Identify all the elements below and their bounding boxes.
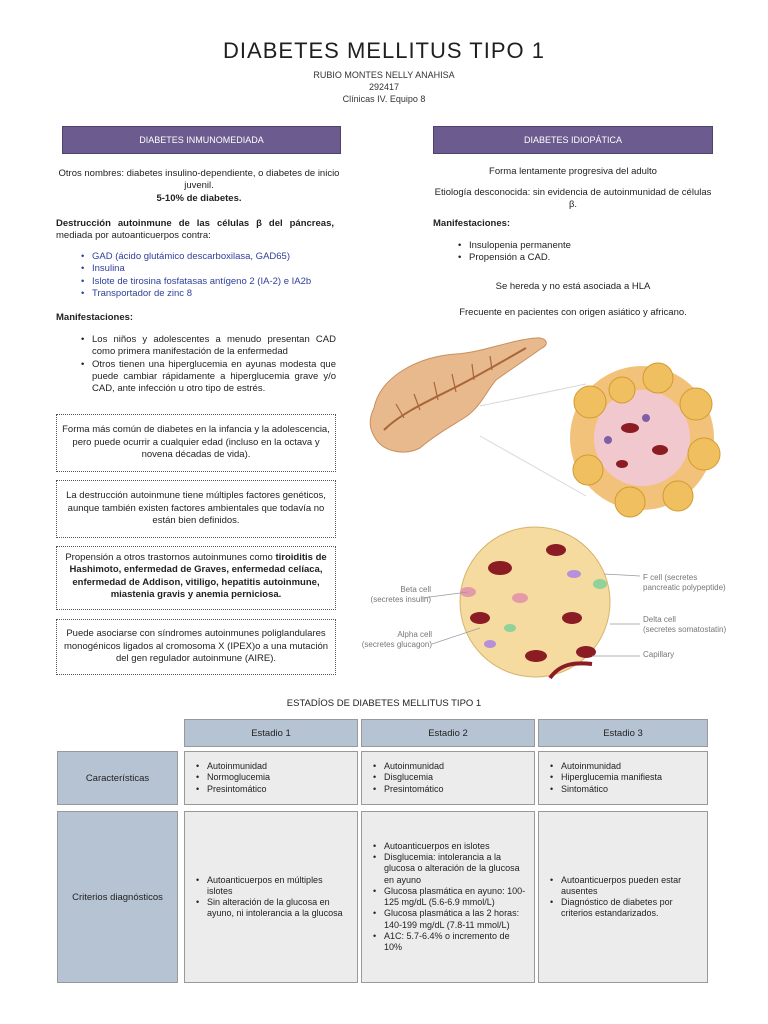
alpha-cell-label [360,630,432,649]
idio-line4: Frecuente en pacientes con origen asiático y africano. [459,307,687,318]
characteristics-row-header: Características [57,751,178,805]
criteria-stage-2 [361,811,535,983]
idio-line1: Forma lentamente progresiva del adulto [489,166,657,177]
list-item: • Autoinmunidad [193,761,270,772]
antibody-list [78,251,348,300]
f-cell-text: F cell (secretes [643,573,698,582]
islet-zoom [570,363,720,517]
criteria-stage-1 [184,811,358,983]
list-item: • Los niños y adolescentes a menudo presentan CAD como primera manifestación de la enfermedad [78,334,336,359]
list-item: • Hiperglucemia manifiesta [547,772,662,783]
list-item: • Otros tienen una hiperglucemia en ayunas modesta que puede cambiar rápidamente a hiperglucemia grave y/o CAD, ante infección u otro tipo de estrés. [78,359,336,396]
table-cell-list [370,761,444,795]
info-box-genetic: La destrucción autoinmune tiene múltiples factores genéticos, aunque también existen factores ambientales que todavía no están bien definidos. [56,480,336,538]
destruction-text [56,218,334,243]
manifest-list-left [78,334,336,396]
table-cell-list [370,841,526,954]
autoimmune-bold: tiroiditis de Hashimoto, enfermedad de Graves, enfermedad celíaca, enfermedad de Addison, vitiligo, hepatitis autoinmune, miastenia gravis y anemia perniciosa. [69,552,327,601]
author-id: 292417 [368,82,400,92]
criteria-row-header: Criterios diagnósticos [57,811,178,983]
list-item: • Autoanticuerpos en múltiples islotes [193,875,349,898]
info-box-autoimmune [56,546,336,610]
delta-cell-label [643,615,753,634]
f-cell-label [643,573,753,592]
list-item: • Presintomático [193,784,270,795]
percent-text: 5-10% de diabetes. [156,193,242,204]
f-cell-sub: pancreatic polypeptide) [643,582,726,592]
beta-cell-text: Beta cell [400,585,431,594]
list-item: • Disglucemia: intolerancia a la glucosa o alteración de la glucosa en ayuno [370,852,526,886]
list-item: • Propensión a CAD. [455,252,695,264]
page-title: DIABETES MELLITUS TIPO 1 [223,38,545,63]
list-item: • Insulina [78,263,348,275]
list-item: • Presintomático [370,784,444,795]
list-item: • Autoinmunidad [547,761,662,772]
table-cell-list [193,761,270,795]
stage-2-header: Estadio 2 [361,719,535,747]
info-box-age: Forma más común de diabetes en la infancia y la adolescencia, pero puede ocurrir a cualquier edad (incluso en la octava y novena décadas de vida). [56,414,336,472]
author-name: RUBIO MONTES NELLY ANAHISA [313,70,455,80]
alpha-cell-sub: (secretes glucagon) [361,639,432,649]
criteria-stage-3 [538,811,708,983]
table-cell-list [193,875,349,920]
list-item: • Autoanticuerpos en islotes [370,841,526,852]
stage-3-header: Estadio 3 [538,719,708,747]
list-item: • Sintomático [547,784,662,795]
stages-title: ESTADÍOS DE DIABETES MELLITUS TIPO 1 [286,698,482,709]
stage-1-header: Estadio 1 [184,719,358,747]
characteristics-stage-2 [361,751,535,805]
group-label: Clínicas IV. Equipo 8 [342,94,426,104]
idiopathic-heading: DIABETES IDIOPÁTICA [433,126,713,154]
list-item: • Autoanticuerpos pueden estar ausentes [547,875,699,898]
list-item: • Sin alteración de la glucosa en ayuno, ni intolerancia a la glucosa [193,897,349,920]
list-item: • Disglucemia [370,772,444,783]
destruction-rest: mediada por autoanticuerpos contra: [56,230,211,242]
characteristics-stage-1 [184,751,358,805]
characteristics-stage-3 [538,751,708,805]
list-item: • Autoinmunidad [370,761,444,772]
destruction-bold: Destrucción autoinmune de las células β del páncreas, [56,218,334,229]
list-item: • A1C: 5.7-6.4% o incremento de 10% [370,931,526,954]
beta-cell-label [365,585,431,604]
autoimmune-plain: Propensión a otros trastornos autoinmunes como [65,552,276,563]
capillary-label: Capillary [643,650,675,659]
manifest-list-right [455,240,695,265]
table-cell-list [547,875,699,920]
list-item: • Normoglucemia [193,772,270,783]
list-item: • Glucosa plasmática en ayuno: 100-125 mg/dL (5.6-6.9 mmol/L) [370,886,526,909]
info-box-syndromes: Puede asociarse con síndromes autoinmunes poliglandulares monogénicos ligados al cromosoma X (IPEX)o a una mutación del gen regulador autoinmune (AIRE). [56,619,336,675]
list-item: • Islote de tirosina fosfatasas antígeno 2 (IA-2) e IA2b [78,276,348,288]
immune-heading: DIABETES INMUNOMEDIADA [62,126,341,154]
idio-line3: Se hereda y no está asociada a HLA [495,281,651,292]
list-item: • Diagnóstico de diabetes por criterios estandarizados. [547,897,699,920]
list-item: • GAD (ácido glutámico descarboxilasa, GAD65) [78,251,348,263]
list-item: • Transportador de zinc 8 [78,288,348,300]
cell-diagram [460,527,610,678]
alpha-cell-text: Alpha cell [397,630,432,639]
list-item: • Insulopenia permanente [455,240,695,252]
manifest-label-left: Manifestaciones: [56,312,134,323]
delta-cell-text: Delta cell [643,615,676,624]
table-cell-list [547,761,662,795]
delta-cell-sub: (secretes somatostatin) [643,624,727,634]
other-names: Otros nombres: diabetes insulino-dependiente, o diabetes de inicio juvenil. [58,168,340,192]
beta-cell-sub: (secretes insulin) [370,594,431,604]
list-item: • Glucosa plasmática a las 2 horas: 140-199 mg/dL (7.8-11 mmol/L) [370,908,526,931]
manifest-label-right: Manifestaciones: [433,218,511,229]
idio-line2: Etiología desconocida: sin evidencia de autoinmunidad de células β. [434,187,712,211]
